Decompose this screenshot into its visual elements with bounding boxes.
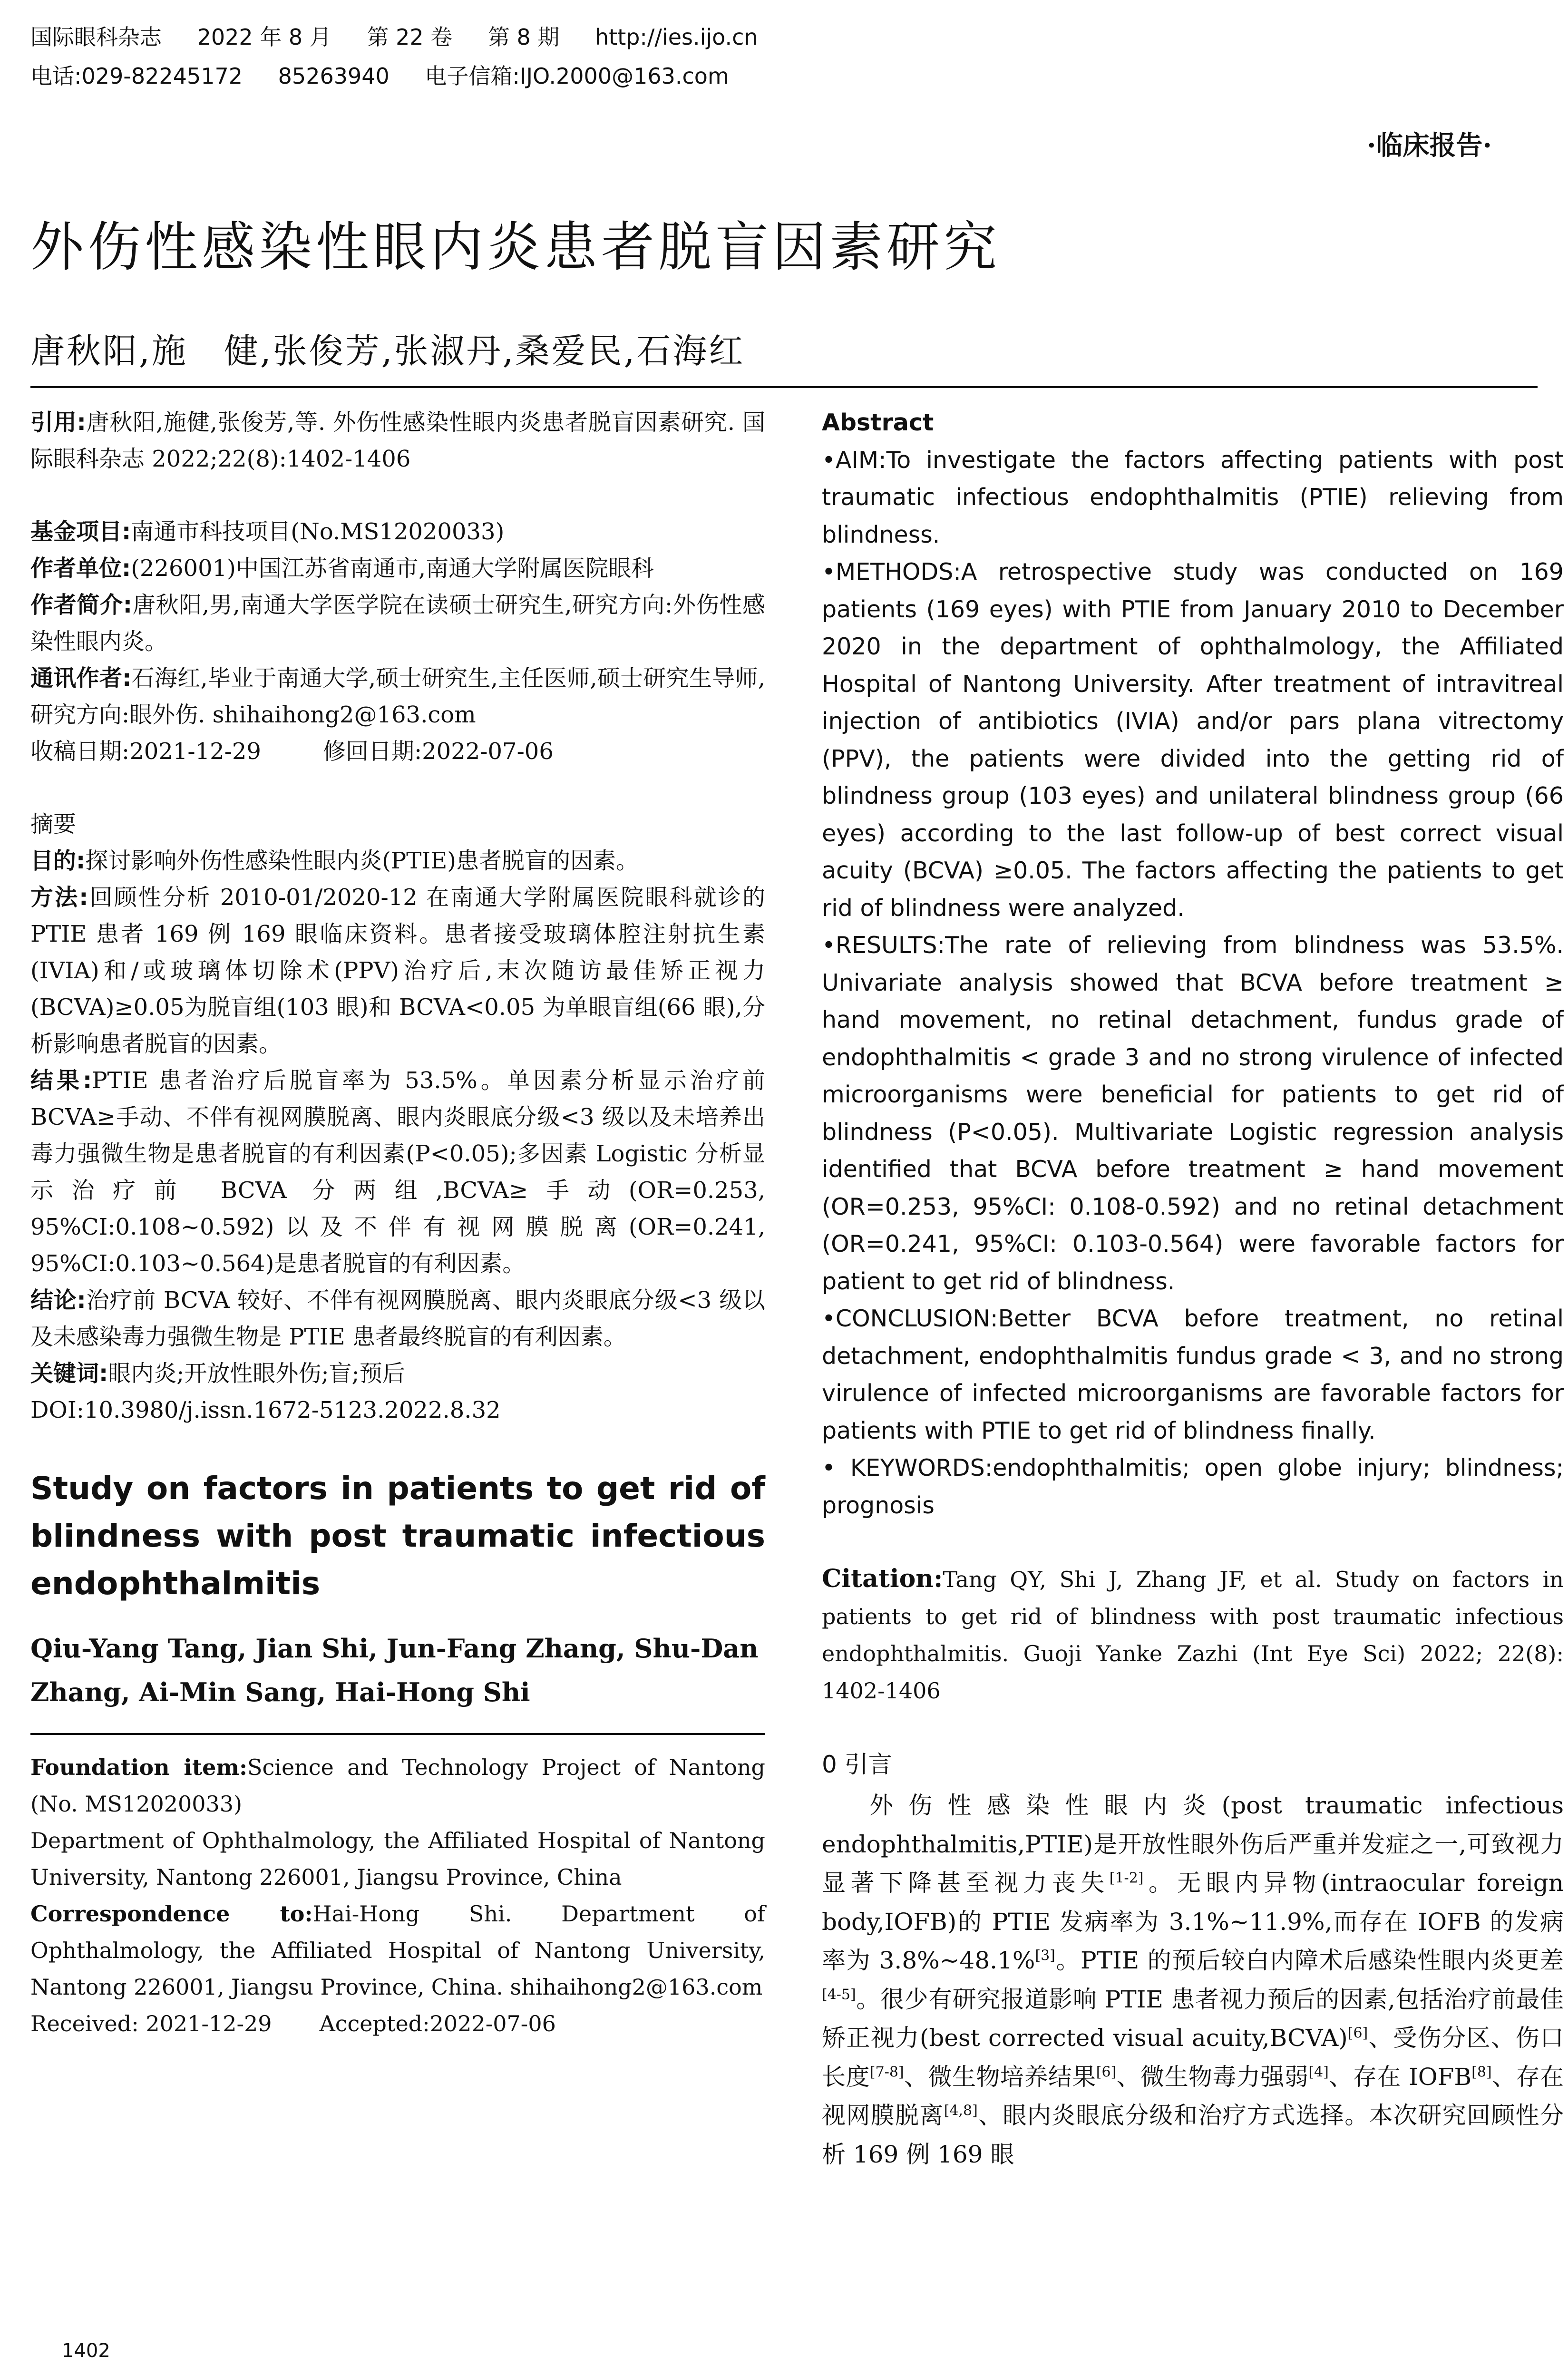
english-footnotes	[30, 1749, 765, 2042]
corresponding-author: 通讯作者:石海红,毕业于南通大学,硕士研究生,主任医师,硕士研究生导师,研究方向:眼外伤. shihaihong2@163.com	[30, 665, 766, 728]
section-tag: ·临床报告·	[1367, 130, 1492, 161]
dates-en: Received: 2021-12-29 Accepted:2022-07-06	[30, 2011, 556, 2036]
department: Department of Ophthalmology, the Affiliated Hospital of Nantong University, Nantong 226001, Jiangsu Province, China	[30, 1828, 765, 1890]
correspondence: Correspondence to:Hai-Hong Shi. Department of Ophthalmology, the Affiliated Hospital of Nantong University, Nantong 226001, Jiangsu Province, China. shihaihong2@163.com	[30, 1901, 765, 2000]
page-number: 1402	[62, 2340, 110, 2362]
keywords-en: • KEYWORDS:endophthalmitis; open globe injury; blindness; prognosis	[822, 1454, 1564, 1519]
results-cn: 结果:PTIE 患者治疗后脱盲率为 53.5%。单因素分析显示治疗前 BCVA≥手动、不伴有视网膜脱离、眼内炎眼底分级<3 级以及未培养出毒力强微生物是患者脱盲的有利因素(P<0.05);多因素 Logistic 分析显示治疗前 BCVA 分两组,BCVA≥手动(OR=0.253, 95%CI:0.108~0.592)以及不伴有视网膜脱离(OR=0.241, 95%CI:0.103~0.564)是患者脱盲的有利因素。	[30, 1067, 765, 1277]
issue-number: 第 8 期	[487, 24, 560, 50]
methods-cn: 方法:回顾性分析 2010-01/2020-12 在南通大学附属医院眼科就诊的 PTIE 患者 169 例 169 眼临床资料。患者接受玻璃体腔注射抗生素(IVIA)和/或玻璃体切除术(PPV)治疗后,末次随访最佳矫正视力(BCVA)≥0.05为脱盲组(103 眼)和 BCVA<0.05 为单眼盲组(66 眼),分析影响患者脱盲的因素。	[30, 884, 765, 1057]
authors-cn: 唐秋阳,施 健,张俊芳,张淑丹,桑爱民,石海红	[30, 331, 745, 371]
foundation-item: Foundation item:Science and Technology Project of Nantong (No. MS12020033)	[30, 1754, 765, 1817]
abstract-en	[822, 404, 1564, 1524]
journal-header-line-2	[30, 62, 758, 90]
aim-cn: 目的:探讨影响外伤性感染性眼内炎(PTIE)患者脱盲的因素。	[30, 848, 639, 874]
citation-en: Citation:Tang QY, Shi J, Zhang JF, et al. Study on factors in patients to get rid of blindness with post traumatic infectious endophthalmitis. Guoji Yanke Zazhi (Int Eye Sci) 2022; 22(8): 1402-1406	[822, 1564, 1564, 1704]
author-unit: 作者单位:(226001)中国江苏省南通市,南通大学附属医院眼科	[30, 555, 654, 582]
email: 电子信箱:IJO.2000@163.com	[425, 63, 729, 89]
journal-url: http://ies.ijo.cn	[595, 24, 758, 50]
conclusion-cn: 结论:治疗前 BCVA 较好、不伴有视网膜脱离、眼内炎眼底分级<3 级以及未感染毒力强微生物是 PTIE 患者最终脱盲的有利因素。	[30, 1287, 765, 1350]
introduction-paragraph: 外伤性感染性眼内炎(post traumatic infectious endophthalmitis,PTIE)是开放性眼外伤后严重并发症之一,可致视力显著下降甚至视力丧失[1-2]。无眼内异物(intraocular foreign body,IOFB)的 PTIE 发病率为 3.1%~11.9%,而存在 IOFB 的发病率为 3.8%~48.1%[3]。PTIE 的预后较白内障术后感染性眼内炎更差[4-5]。很少有研究报道影响 PTIE 患者视力预后的因素,包括治疗前最佳矫正视力(best corrected visual acuity,BCVA)[6]、受伤分区、伤口长度[7-8]、微生物培养结果[6]、微生物毒力强弱[4]、存在 IOFB[8]、存在视网膜脱离[4,8]、眼内炎眼底分级和治疗方式选择。本次研究回顾性分析 169 例 169 眼	[822, 1792, 1564, 2168]
left-column	[30, 404, 765, 2042]
footnote-divider	[30, 1733, 765, 1735]
introduction	[822, 1786, 1564, 2174]
methods-en: •METHODS:A retrospective study was conducted on 169 patients (169 eyes) with PTIE from January 2010 to December 2020 in the department of ophthalmology, the Affiliated Hospital of Nantong University. After treatment of intravitreal injection of antibiotics (IVIA) and/or pars plana vitrectomy (PPV), the patients were divided into the getting rid of blindness group (103 eyes) and unilateral blindness group (66 eyes) according to the last follow-up of best correct visual acuity (BCVA) ≥0.05. The factors affecting the patients to get rid of blindness were analyzed.	[822, 558, 1564, 922]
page-title: 外伤性感染性眼内炎患者脱盲因素研究	[30, 216, 1001, 278]
journal-header-line-1	[30, 23, 787, 51]
author-bio: 作者简介:唐秋阳,男,南通大学医学院在读硕士研究生,研究方向:外伤性感染性眼内炎。	[30, 592, 766, 655]
abstract-cn-head: 摘要	[30, 811, 77, 838]
funding-cn: 基金项目:南通市科技项目(No.MS12020033)	[30, 518, 505, 545]
citation-cn: 引用:唐秋阳,施健,张俊芳,等. 外伤性感染性眼内炎患者脱盲因素研究. 国际眼科杂志 2022;22(8):1402-1406	[30, 409, 766, 472]
aim-en: •AIM:To investigate the factors affecting patients with post traumatic infectious endophthalmitis (PTIE) relieving from blindness.	[822, 446, 1564, 548]
results-en: •RESULTS:The rate of relieving from blindness was 53.5%. Univariate analysis showed that BCVA before treatment ≥ hand movement, no retinal detachment, fundus grade of endophthalmitis < grade 3 and no strong virulence of infected microorganisms were beneficial for patients to get rid of blindness (P<0.05). Multivariate Logistic regression analysis identified that BCVA before treatment ≥ hand movement (OR=0.253, 95%CI: 0.108-0.592) and no retinal detachment (OR=0.241, 95%CI: 0.103-0.564) were favorable factors for patient to get rid of blindness.	[822, 932, 1564, 1295]
title-divider	[30, 386, 1538, 388]
abstract-en-head: Abstract	[822, 409, 934, 436]
introduction-head: 0 引言	[822, 1751, 892, 1778]
conclusion-en: •CONCLUSION:Better BCVA before treatment, no retinal detachment, endophthalmitis fundus grade < 3, and no strong virulence of infected microorganisms are favorable factors for patients with PTIE to get rid of blindness finally.	[822, 1305, 1564, 1444]
journal-name: 国际眼科杂志	[30, 24, 162, 50]
phone: 电话:029-82245172	[30, 63, 243, 89]
doi: DOI:10.3980/j.issn.1672-5123.2022.8.32	[30, 1397, 501, 1423]
keywords-cn: 关键词:眼内炎;开放性眼外伤;盲;预后	[30, 1360, 405, 1387]
issue-date: 2022 年 8 月	[197, 24, 331, 50]
right-column	[822, 404, 1564, 2174]
english-title: Study on factors in patients to get rid of blindness with post traumatic infectious endophthalmitis	[30, 1470, 765, 1602]
phone-2: 85263940	[278, 63, 390, 89]
english-authors: Qiu-Yang Tang, Jian Shi, Jun-Fang Zhang, Shu-Dan Zhang, Ai-Min Sang, Hai-Hong Shi	[30, 1633, 759, 1707]
dates-cn: 收稿日期:2021-12-29 修回日期:2022-07-06	[30, 738, 554, 765]
volume: 第 22 卷	[367, 24, 453, 50]
